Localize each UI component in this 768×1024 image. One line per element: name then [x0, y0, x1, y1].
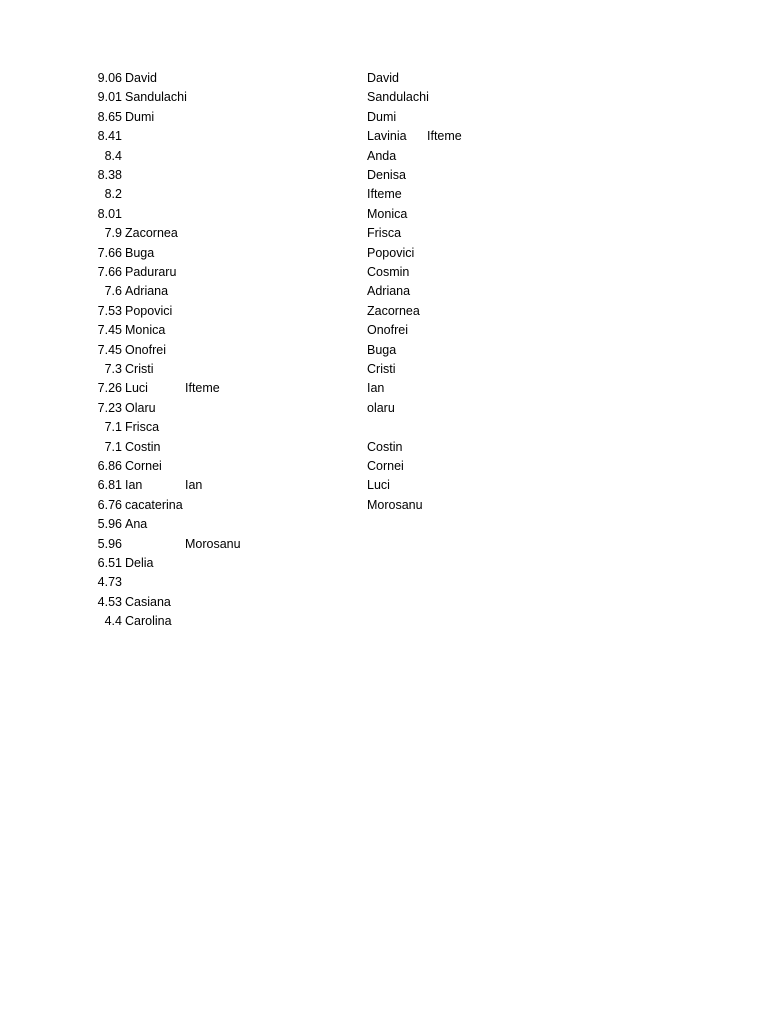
sheet-row: [0, 321, 768, 340]
list-name-cell: Cornei: [367, 459, 404, 473]
list-extra-cell: Ifteme: [427, 129, 462, 144]
sheet-row: [0, 69, 768, 88]
sheet-row: [0, 244, 768, 263]
sheet-row: [0, 341, 768, 360]
name-cell: Delia: [125, 556, 154, 570]
score-cell: 6.81: [97, 478, 122, 493]
sheet-row: [0, 593, 768, 612]
name-cell: Cornei: [125, 459, 162, 473]
name-cell: Onofrei: [125, 342, 166, 357]
list-name-cell: Anda: [367, 148, 397, 163]
name-cell: cacaterina: [125, 497, 183, 512]
score-cell: 5.96: [97, 536, 122, 551]
score-cell: 7.66: [97, 245, 122, 260]
score-cell: 8.01: [97, 206, 122, 221]
sheet-row: [0, 418, 768, 437]
score-cell: 6.51: [97, 556, 122, 570]
sheet-row: [0, 166, 768, 185]
sheet-row: [0, 399, 768, 418]
sheet-row: [0, 438, 768, 457]
sheet-row: [0, 476, 768, 495]
score-cell: 8.2: [104, 187, 122, 202]
name-cell: Adriana: [125, 284, 169, 299]
name-cell: Carolina: [125, 614, 172, 629]
score-cell: 9.01: [97, 90, 122, 105]
list-name-cell: Zacornea: [367, 303, 420, 318]
sheet-row: [0, 108, 768, 127]
score-cell: 8.4: [104, 148, 122, 163]
name-cell: Ian: [125, 478, 143, 493]
extra-name-cell: Morosanu: [185, 536, 241, 551]
list-name-cell: Denisa: [367, 168, 406, 182]
score-cell: 7.53: [97, 303, 122, 318]
list-name-cell: Cosmin: [367, 265, 410, 279]
score-cell: 6.86: [97, 459, 122, 473]
sheet-row: [0, 302, 768, 321]
list-name-cell: Cristi: [367, 362, 396, 376]
name-cell: Paduraru: [125, 265, 177, 279]
sheet-row: [0, 535, 768, 554]
score-cell: 7.3: [104, 362, 122, 376]
list-name-cell: David: [367, 71, 399, 85]
name-cell: Casiana: [125, 594, 171, 609]
sheet-row: [0, 127, 768, 146]
name-cell: Cristi: [125, 362, 154, 376]
score-cell: 7.66: [97, 265, 122, 279]
list-name-cell: Ian: [367, 381, 385, 396]
list-name-cell: Lavinia: [367, 129, 407, 144]
score-cell: 5.96: [97, 517, 122, 532]
extra-name-cell: Ifteme: [185, 381, 220, 396]
score-cell: 4.73: [97, 575, 122, 590]
sheet-row: [0, 282, 768, 301]
name-cell: Ana: [125, 517, 148, 532]
sheet-row: [0, 205, 768, 224]
score-cell: 6.76: [97, 497, 122, 512]
sheet-row: [0, 573, 768, 592]
name-cell: Costin: [125, 439, 161, 454]
list-name-cell: Onofrei: [367, 323, 408, 338]
score-cell: 7.45: [97, 323, 122, 338]
sheet-row: [0, 496, 768, 515]
score-cell: 7.6: [104, 284, 122, 299]
score-cell: 7.9: [104, 226, 122, 241]
score-cell: 8.65: [97, 109, 122, 124]
score-cell: 8.38: [97, 168, 122, 182]
sheet-row: [0, 515, 768, 534]
list-name-cell: Ifteme: [367, 187, 402, 202]
name-cell: David: [125, 71, 157, 85]
list-name-cell: Frisca: [367, 226, 402, 241]
sheet-row: [0, 224, 768, 243]
name-cell: Zacornea: [125, 226, 178, 241]
sheet-row: [0, 379, 768, 398]
sheet-row: [0, 263, 768, 282]
score-cell: 7.1: [104, 420, 122, 435]
sheet-row: [0, 147, 768, 166]
score-cell: 7.45: [97, 342, 122, 357]
name-cell: Dumi: [125, 109, 155, 124]
list-name-cell: Luci: [367, 478, 390, 493]
list-name-cell: Buga: [367, 342, 397, 357]
name-cell: Popovici: [125, 303, 173, 318]
list-name-cell: Adriana: [367, 284, 411, 299]
score-cell: 9.06: [97, 71, 122, 85]
sheet-row: [0, 554, 768, 573]
list-name-cell: Costin: [367, 439, 403, 454]
extra-name-cell: Ian: [185, 478, 203, 493]
sheet-row: [0, 612, 768, 631]
list-name-cell: olaru: [367, 400, 395, 415]
list-name-cell: Monica: [367, 206, 408, 221]
score-cell: 7.26: [97, 381, 122, 396]
score-cell: 4.53: [97, 594, 122, 609]
score-cell: 7.1: [104, 439, 122, 454]
list-name-cell: Dumi: [367, 109, 397, 124]
sheet-row: [0, 457, 768, 476]
name-cell: Monica: [125, 323, 166, 338]
sheet-row: [0, 360, 768, 379]
name-cell: Buga: [125, 245, 155, 260]
score-cell: 8.41: [97, 129, 122, 144]
sheet-row: [0, 88, 768, 107]
name-cell: Olaru: [125, 400, 156, 415]
name-cell: Frisca: [125, 420, 160, 435]
name-cell: Sandulachi: [125, 90, 187, 105]
score-cell: 4.4: [104, 614, 122, 629]
score-cell: 7.23: [97, 400, 122, 415]
list-name-cell: Sandulachi: [367, 90, 429, 105]
sheet-row: [0, 185, 768, 204]
list-name-cell: Popovici: [367, 245, 415, 260]
name-cell: Luci: [125, 381, 148, 396]
list-name-cell: Morosanu: [367, 497, 423, 512]
